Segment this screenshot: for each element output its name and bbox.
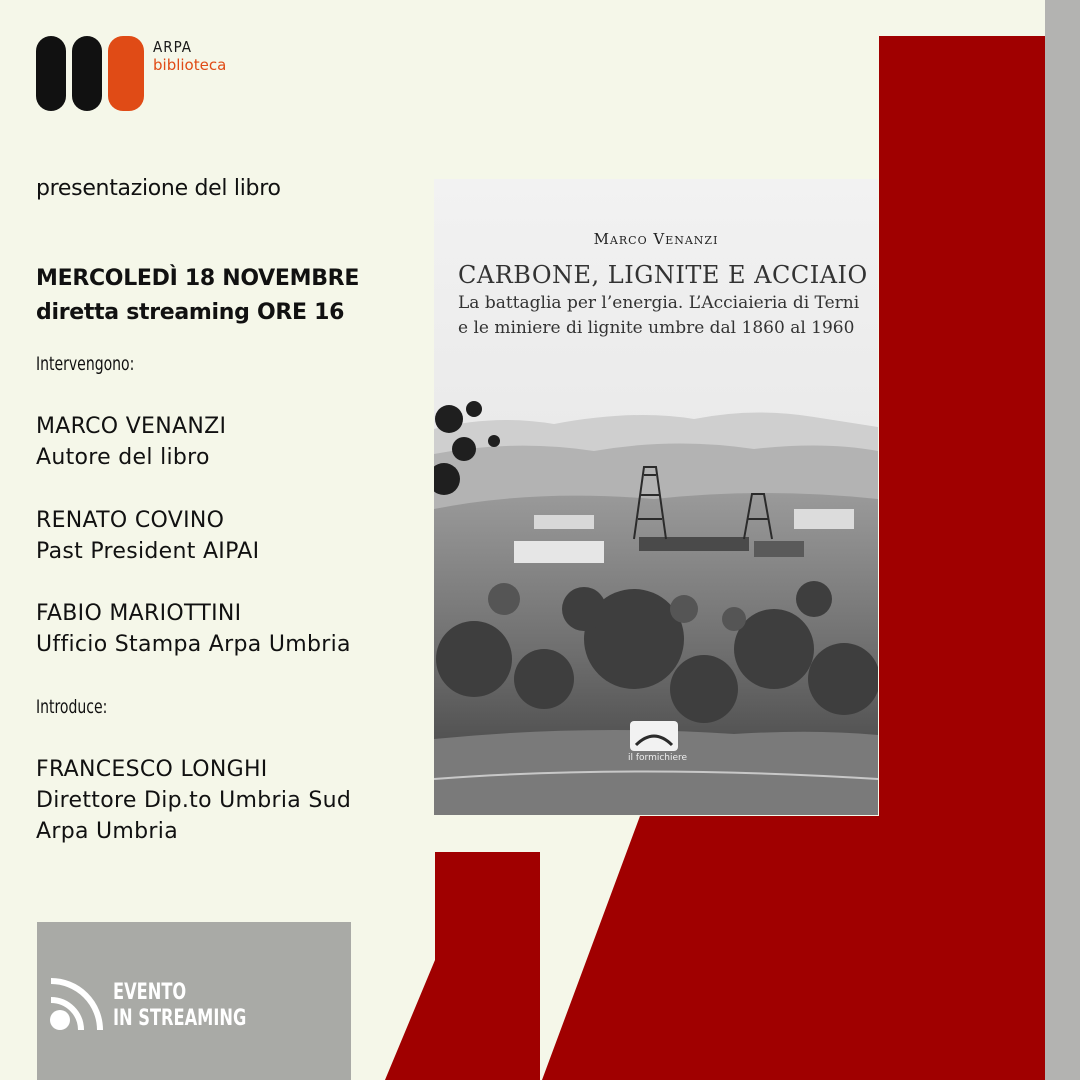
book-subtitle-line1: La battaglia per l’energia. L’Acciaieria di Terni: [458, 293, 860, 313]
book-cover: [434, 179, 878, 815]
introducer-role: Direttore Dip.to Umbria Sud: [36, 788, 352, 813]
streaming-label-line1: EVENTO: [113, 980, 187, 1005]
speakers-label: Intervengono:: [36, 353, 135, 375]
logo-brand-text: ARPA: [153, 38, 193, 56]
introducer-organization: Arpa Umbria: [36, 819, 178, 844]
book-title: CARBONE, LIGNITE E ACCIAIO: [458, 261, 868, 289]
speaker-name: MARCO VENANZI: [36, 414, 227, 439]
logo-section-text: biblioteca: [153, 56, 227, 74]
book-subtitle-line2: e le miniere di lignite umbre dal 1860 al 1960: [458, 318, 855, 338]
book-author: Marco Venanzi: [593, 230, 719, 248]
event-subtitle: presentazione del libro: [36, 176, 281, 201]
red-small-shape: [385, 852, 540, 1080]
speaker-role: Autore del libro: [36, 445, 210, 470]
introducer-label: Introduce:: [36, 696, 108, 718]
streaming-badge: [37, 922, 351, 1080]
broadcast-icon: [49, 976, 107, 1032]
publisher-name: il formichiere: [628, 753, 688, 763]
speaker-role: Past President AIPAI: [36, 539, 260, 564]
arpa-logo-mark-icon: [36, 36, 148, 112]
speaker-name: FABIO MARIOTTINI: [36, 601, 242, 626]
speaker-name: RENATO COVINO: [36, 508, 225, 533]
event-date: MERCOLEDÌ 18 NOVEMBRE: [36, 266, 360, 291]
arpa-logo: [36, 36, 148, 112]
event-time: diretta streaming ORE 16: [36, 300, 345, 325]
streaming-label-line2: IN STREAMING: [113, 1006, 247, 1031]
speaker-role: Ufficio Stampa Arpa Umbria: [36, 632, 351, 657]
introducer-name: FRANCESCO LONGHI: [36, 757, 268, 782]
